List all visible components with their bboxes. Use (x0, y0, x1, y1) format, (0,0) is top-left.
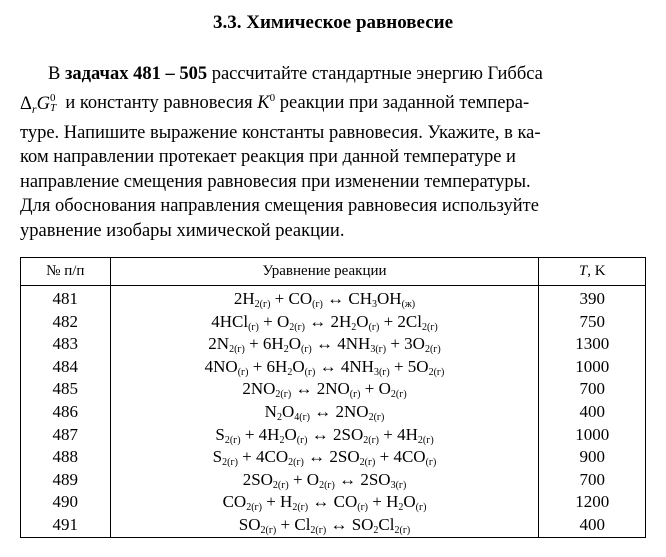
cell-temperature: 400 (539, 401, 646, 424)
cell-number: 490 (21, 491, 111, 514)
table-row (21, 401, 646, 424)
cell-equation: $S_{2(г)} + 4H_2O_{(г)}$ ↔ $2SO_{2(г)} + 4H_{2(г)}$ (110, 424, 539, 447)
reactions-table (20, 257, 646, 538)
paragraph-line-3: туре. Напишите выражение константы равновесия. Укажите, в ка- (20, 122, 541, 143)
section-title: 3.3. Химическое равновесие (212, 12, 454, 33)
cell-temperature: 400 (539, 514, 646, 537)
table-row (21, 311, 646, 334)
cell-equation: $N_2O_{4(г)}$ ↔ $2NO_{2(г)}$ (110, 401, 539, 424)
table-row (21, 286, 646, 311)
cell-equation: $S_{2(г)} + 4CO_{2(г)}$ ↔ $2SO_{2(г)} + 4CO_{(г)}$ (110, 446, 539, 469)
cell-equation: $2NO_{2(г)}$ ↔ $2NO_{(г)} + O_{2(г)}$ (110, 378, 539, 401)
table-header-row (21, 258, 646, 286)
paragraph-line-1: В задачах 481 – 505 рассчитайте стандартные энергию Гиббса (48, 64, 543, 84)
cell-temperature: 750 (539, 311, 646, 334)
cell-equation: $4HCl_{(г)} + O_{2(г)}$ ↔ $2H_2O_{(г)} + 2Cl_{2(г)}$ (110, 311, 539, 334)
cell-number: 487 (21, 424, 111, 447)
table-row (21, 356, 646, 379)
cell-equation: $2N_{2(г)} + 6H_2O_{(г)}$ ↔ $4NH_{3(г)} + 3O_{2(г)}$ (110, 333, 539, 356)
cell-equation: $4NO_{(г)} + 6H_2O_{(г)}$ ↔ $4NH_{3(г)} + 5O_{2(г)}$ (110, 356, 539, 379)
task-range: задачах 481 – 505 (64, 64, 208, 84)
cell-equation: $2H_{2(г)} + CO_{(г)}$ ↔ $CH_3OH_{(ж)}$ (110, 286, 539, 311)
cell-number: 491 (21, 514, 111, 537)
table-row (21, 424, 646, 447)
table-row (21, 446, 646, 469)
table-row (21, 378, 646, 401)
header-number: № п/п (21, 258, 111, 286)
table-body (21, 286, 646, 538)
cell-temperature: 1000 (539, 356, 646, 379)
cell-temperature: 1000 (539, 424, 646, 447)
cell-number: 482 (21, 311, 111, 334)
cell-number: 481 (21, 286, 111, 311)
k-symbol: K (257, 93, 270, 114)
table-row (21, 469, 646, 492)
paragraph-line-4: ком направлении протекает реакция при данной температуре и (20, 147, 516, 168)
table-row (21, 491, 646, 514)
cell-number: 486 (21, 401, 111, 424)
cell-temperature: 900 (539, 446, 646, 469)
cell-temperature: 700 (539, 469, 646, 492)
cell-temperature: 1300 (539, 333, 646, 356)
header-temperature: T, K (539, 258, 646, 286)
cell-temperature: 700 (539, 378, 646, 401)
paragraph-line-6: Для обоснования направления смещения равновесия используйте (20, 196, 539, 217)
cell-temperature: 390 (539, 286, 646, 311)
cell-equation: $2SO_{2(г)} + O_{2(г)}$ ↔ $2SO_{3(г)}$ (110, 469, 539, 492)
gibbs-energy-symbol: $\Delta_rG$ 0 T (20, 91, 57, 116)
table-row (21, 514, 646, 537)
cell-equation: $SO_{2(г)} + Cl_{2(г)}$ ↔ $SO_2Cl_{2(г)}$ (110, 514, 539, 537)
cell-number: 483 (21, 333, 111, 356)
cell-equation: $CO_{2(г)} + H_{2(г)}$ ↔ $CO_{(г)} + H_2O_{(г)}$ (110, 491, 539, 514)
task-description (20, 62, 646, 243)
paragraph-line-7: уравнение изобары химической реакции. (20, 220, 345, 241)
cell-number: 489 (21, 469, 111, 492)
cell-number: 488 (21, 446, 111, 469)
paragraph-line-5: направление смещения равновесия при изменении температуры. (20, 171, 531, 192)
cell-number: 484 (21, 356, 111, 379)
table-row (21, 333, 646, 356)
header-equation: Уравнение реакции (110, 258, 539, 286)
cell-number: 485 (21, 378, 111, 401)
paragraph-line-2: $\Delta_rG$ 0 T и константу равновесия $K^0$ реакции при заданной темпера- (20, 91, 530, 116)
cell-temperature: 1200 (539, 491, 646, 514)
